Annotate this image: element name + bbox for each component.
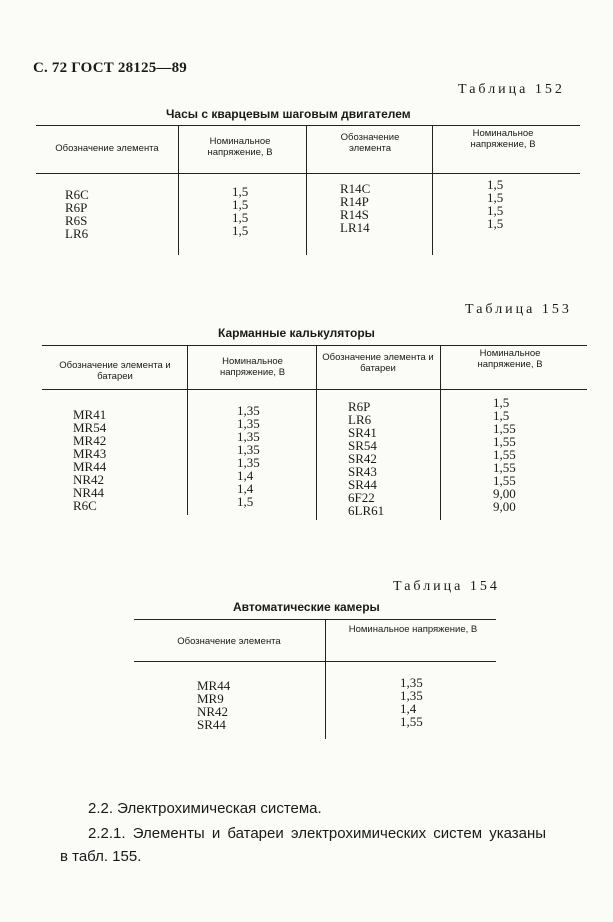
table-cell: 1,55 — [493, 447, 516, 462]
table-cell: R14S — [340, 207, 369, 222]
table-cell: 1,4 — [237, 481, 254, 496]
table-153-col-voltage-2 — [493, 396, 516, 513]
table-cell: 1,55 — [493, 421, 516, 436]
table-152-header-element-2: Обозначение элемента — [340, 132, 400, 154]
table-cell: NR42 — [197, 704, 229, 719]
table-cell: 1,35 — [237, 416, 260, 431]
table-cell: LR6 — [348, 412, 372, 427]
table-cell: 1,5 — [487, 216, 504, 231]
table-153-col-element-2 — [348, 400, 384, 517]
table-cell: NR44 — [73, 485, 105, 500]
table-154-title: Автоматические камеры — [233, 600, 380, 614]
table-cell: MR42 — [73, 433, 107, 448]
table-cell: R6P — [65, 200, 88, 215]
table-153-header-element-2: Обозначение элемента и батареи — [322, 352, 434, 374]
table-154-header-element: Обозначение элемента — [177, 636, 281, 647]
paragraph-2-2-1-line1: 2.2.1. Элементы и батареи электрохимических систем указаны — [88, 825, 547, 842]
table-154-col-voltage — [400, 676, 423, 728]
table-cell: 1,5 — [237, 494, 254, 509]
table-cell: MR43 — [73, 446, 107, 461]
table-cell: 1,55 — [493, 460, 516, 475]
table-cell: 9,00 — [493, 486, 516, 501]
table-cell: SR42 — [348, 451, 377, 466]
table-153-col-voltage — [237, 404, 260, 508]
table-cell: R6S — [65, 213, 88, 228]
table-cell: 1,55 — [493, 434, 516, 449]
table-cell: NR42 — [73, 472, 105, 487]
table-cell: LR6 — [65, 226, 89, 241]
table-cell: SR44 — [348, 477, 377, 492]
table-cell: R14C — [340, 181, 371, 196]
table-153-header-element: Обозначение элемента и батареи — [59, 360, 171, 382]
table-cell: MR9 — [197, 691, 224, 706]
table-cell: 9,00 — [493, 499, 516, 514]
table-cell: MR41 — [73, 407, 107, 422]
table-cell: 1,55 — [400, 714, 423, 729]
table-152-col-voltage-2 — [487, 178, 503, 230]
table-153-col-element — [73, 408, 106, 512]
table-cell: MR54 — [73, 420, 107, 435]
table-cell: MR44 — [197, 678, 231, 693]
table-152-header-voltage-2: Номинальное напряжение, В — [470, 128, 536, 150]
table-cell: 1,4 — [237, 468, 254, 483]
table-152-label: Таблица 152 — [458, 82, 565, 97]
table-cell: 1,35 — [237, 429, 260, 444]
table-152-header-element: Обозначение элемента — [55, 143, 159, 154]
table-153-label: Таблица 153 — [465, 302, 572, 317]
table-152-title: Часы с кварцевым шаговым двигателем — [166, 107, 411, 121]
table-cell: 1,35 — [237, 442, 260, 457]
table-152-col-element-2 — [340, 182, 370, 234]
table-cell: 1,5 — [232, 223, 249, 238]
paragraph-2-2-1-line2: в табл. 155. — [60, 848, 142, 865]
table-cell: 1,5 — [232, 210, 249, 225]
table-cell: LR14 — [340, 220, 370, 235]
table-cell: 1,5 — [487, 203, 504, 218]
table-cell: 1,4 — [400, 701, 417, 716]
table-cell: R6C — [73, 498, 97, 513]
table-152-col-element — [65, 188, 89, 240]
table-cell: MR44 — [73, 459, 107, 474]
table-153-header-voltage-2: Номинальное напряжение, В — [477, 348, 543, 370]
table-cell: 1,5 — [487, 177, 504, 192]
table-cell: SR43 — [348, 464, 377, 479]
table-cell: 1,35 — [237, 403, 260, 418]
table-cell: 1,55 — [493, 473, 516, 488]
table-cell: 6LR61 — [348, 503, 385, 518]
page-header: С. 72 ГОСТ 28125—89 — [33, 60, 187, 76]
table-cell: R6C — [65, 187, 89, 202]
table-cell: 1,35 — [400, 688, 423, 703]
table-cell: 1,5 — [493, 408, 510, 423]
table-cell: 1,35 — [237, 455, 260, 470]
table-cell: 1,5 — [487, 190, 504, 205]
table-cell: 1,5 — [493, 395, 510, 410]
table-cell: R14P — [340, 194, 369, 209]
table-154-label: Таблица 154 — [393, 579, 500, 594]
table-cell: 6F22 — [348, 490, 375, 505]
table-cell: SR54 — [348, 438, 377, 453]
table-152-col-voltage — [232, 185, 248, 237]
table-154-col-element — [197, 679, 230, 731]
table-154-header-voltage: Номинальное напряжение, В — [348, 624, 478, 635]
table-cell: SR41 — [348, 425, 377, 440]
table-152-header-voltage: Номинальное напряжение, В — [207, 136, 273, 158]
table-cell: 1,5 — [232, 197, 249, 212]
table-cell: R6P — [348, 399, 371, 414]
table-cell: 1,5 — [232, 184, 249, 199]
table-cell: SR44 — [197, 717, 226, 732]
table-cell: 1,35 — [400, 675, 423, 690]
table-153-title: Карманные калькуляторы — [218, 326, 375, 340]
table-153-header-voltage: Номинальное напряжение, В — [219, 356, 286, 378]
paragraph-2-2: 2.2. Электрохимическая система. — [88, 800, 322, 817]
